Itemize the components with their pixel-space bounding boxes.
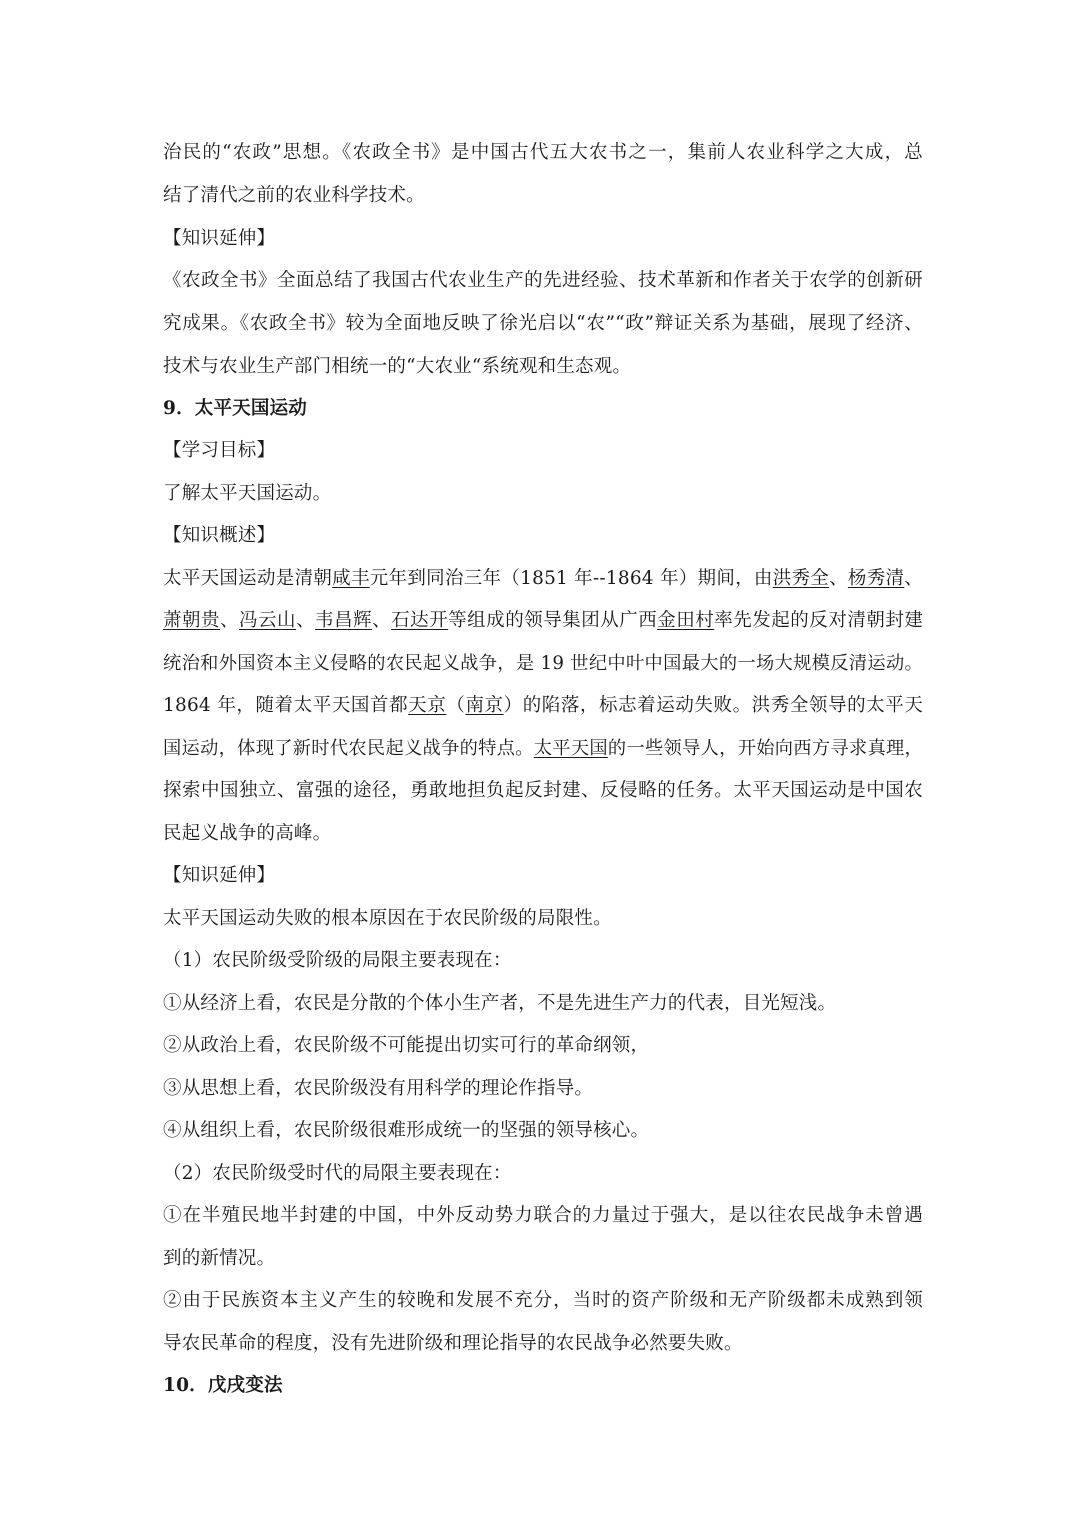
link-xiao-chaogui[interactable]: 萧朝贵 — [163, 610, 221, 631]
paragraph-line: 太平天国运动失败的根本原因在于农民阶级的局限性。 — [163, 908, 612, 929]
link-xianfeng[interactable]: 咸丰 — [332, 568, 370, 589]
section-title-10: 10．戊戌变法 — [163, 1375, 283, 1396]
text-run: 等组成的领导集团从广西 — [448, 610, 658, 631]
text-run: （ — [446, 695, 466, 716]
list-item: ②从政治上看，农民阶级不可能提出切实可行的革命纲领， — [163, 1035, 650, 1056]
text-run: 、 — [829, 568, 848, 589]
paragraph-line: 民起义战争的高峰。 — [163, 823, 332, 844]
paragraph-line: 技术与农业生产部门相统一的“大农业“系统观和生态观。 — [163, 356, 632, 377]
text-run: 国运动，体现了新时代农民起义战争的特点。 — [163, 738, 534, 759]
paragraph-line: 治民的“农政”思想。《农政全书》是中国古代五大农书之一，集前人农业科学之大成，总 — [163, 142, 923, 163]
text-run: 1864 年，随着太平天国首都 — [163, 695, 409, 716]
text-run: 、 — [296, 610, 316, 631]
list-item: ④从组织上看，农民阶级很难形成统一的坚强的领导核心。 — [163, 1120, 650, 1141]
link-jintian-village[interactable]: 金田村 — [657, 610, 715, 631]
paragraph-line — [163, 737, 923, 761]
paragraph-line: 探索中国独立、富强的途径，勇敢地担负起反封建、反侵略的任务。太平天国运动是中国农 — [163, 780, 923, 801]
link-wei-changhui[interactable]: 韦昌辉 — [315, 610, 373, 631]
link-feng-yunshan[interactable]: 冯云山 — [239, 610, 297, 631]
text-run: 的一些领导人，开始向西方寻求真理， — [607, 738, 923, 759]
list-heading: （2）农民阶级受时代的局限主要表现在： — [163, 1163, 512, 1184]
list-item: ③从思想上看，农民阶级没有用科学的理论作指导。 — [163, 1078, 594, 1099]
list-heading: （1）农民阶级受阶级的局限主要表现在： — [163, 950, 512, 971]
text-run: 元年到同治三年（1851 年--1864 年）期间，由 — [369, 568, 773, 589]
list-item: ①在半殖民地半封建的中国，中外反动势力联合的力量过于强大，是以往农民战争未曾遇 — [163, 1205, 923, 1226]
link-yang-xiuqing[interactable]: 杨秀清 — [847, 568, 905, 589]
paragraph-line: 统治和外国资本主义侵略的农民起义战争，是 19 世纪中叶中国最大的一场大规模反清运动。 — [163, 653, 923, 674]
link-tianjing[interactable]: 天京 — [408, 695, 447, 716]
paragraph-line: 结了清代之前的农业科学技术。 — [163, 185, 425, 206]
link-hong-xiuquan[interactable]: 洪秀全 — [772, 568, 830, 589]
list-item-continued: 导农民革命的程度，没有先进阶级和理论指导的农民战争必然要失败。 — [163, 1333, 743, 1354]
list-item-continued: 到的新情况。 — [163, 1248, 276, 1269]
section-heading-knowledge-extension: 【知识延伸】 — [163, 228, 276, 249]
section-heading-overview: 【知识概述】 — [163, 525, 276, 546]
section-title-9: 9．太平天国运动 — [163, 398, 307, 419]
list-item: ①从经济上看，农民是分散的个体小生产者，不是先进生产力的代表，目光短浅。 — [163, 993, 837, 1014]
text-run: ）的陷落，标志着运动失败。洪秀全领导的太平天 — [503, 695, 924, 716]
paragraph-line — [163, 567, 923, 591]
text-run: 、 — [372, 610, 392, 631]
list-item: ②由于民族资本主义产生的较晚和发展不充分，当时的资产阶级和无产阶级都未成熟到领 — [163, 1290, 923, 1311]
paragraph-line: 《农政全书》全面总结了我国古代农业生产的先进经验、技术革新和作者关于农学的创新研 — [163, 270, 923, 291]
text-run: 率先发起的反对清朝封建 — [714, 610, 924, 631]
paragraph-line: 了解太平天国运动。 — [163, 483, 332, 504]
link-nanjing[interactable]: 南京 — [465, 695, 504, 716]
text-run: 太平天国运动是清朝 — [163, 568, 333, 589]
section-heading-learning-goal: 【学习目标】 — [163, 440, 276, 461]
paragraph-line: 究成果。《农政全书》较为全面地反映了徐光启以“农”“政”辩证关系为基础，展现了经济、 — [163, 313, 924, 334]
link-shi-dakai[interactable]: 石达开 — [391, 610, 449, 631]
paragraph-line — [163, 694, 923, 718]
text-run: 、 — [220, 610, 240, 631]
link-taiping-tianguo[interactable]: 太平天国 — [533, 738, 608, 759]
text-run: 、 — [904, 568, 923, 589]
section-heading-knowledge-extension: 【知识延伸】 — [163, 865, 276, 886]
paragraph-line — [163, 609, 923, 633]
